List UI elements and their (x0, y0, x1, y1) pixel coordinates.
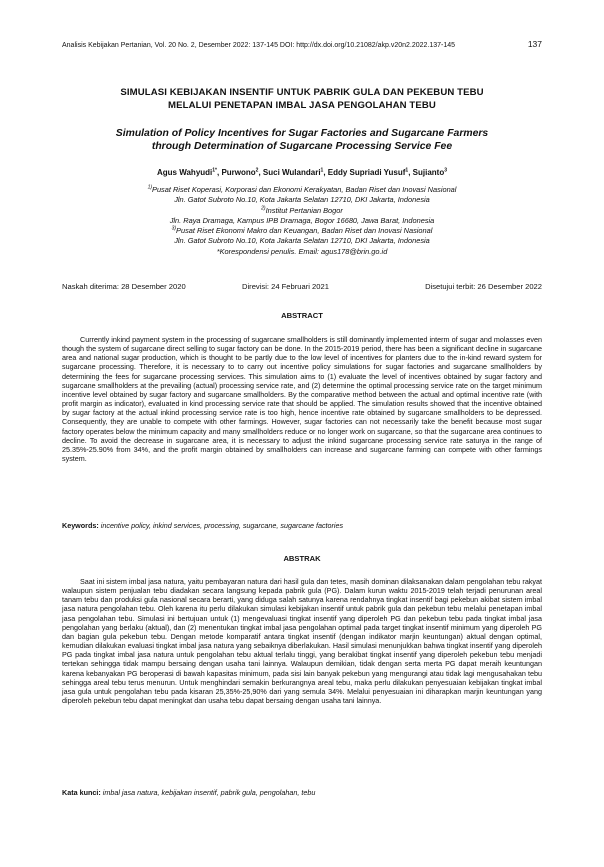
author-1: Agus Wahyudi (157, 168, 213, 177)
date-revised: Direvisi: 24 Februari 2021 (242, 282, 329, 291)
author-5: , Sujianto (408, 168, 445, 177)
kata-kunci-value: imbal jasa natura, kebijakan insentif, pabrik gula, pengolahan, tebu (102, 788, 316, 797)
abstract-heading: ABSTRACT (281, 311, 323, 320)
abstract-indonesian-body: Saat ini sistem imbal jasa natura, yaitu pembayaran natura dari hasil gula dan tetes, masih dominan dilaksanakan dalam pengolahan tebu rakyat walaupun sistem penjualan tebu diadakan secara langsung kepada pabrik gula (PG). Dalam kurun waktu 2015-2019 telah terjadi penurunan areal tanam tebu dan produksi gula nasional secara berarti, yang diduga salah satunya karena rendahnya tingkat insentif bagi pekebun akibat sistem imbal jasa natura pengolahan tebu. Oleh karena itu perlu dilakukan simulasi kebijakan insentif untuk pabrik gula dan pekebun tebu melalui penetapan imbal jasa pengolahan tebu. Simulasi ini bertujuan untuk (1) mengevaluasi tingkat insentif yang diperoleh PG dan pekebun tebu pada tingkat imbal jasa pengolahan yang berlaku (aktual), dan (2) menentukan tingkat imbal jasa pengolahan optimal pada target tingkat insentif minimum yang diperoleh PG dan bagian gula pekebun tebu. Dengan metode komparatif antara tingkat insentif (dengan indikator marjin keuntungan) aktual dengan optimal, kemudian dilakukan evaluasi tingkat imbal jasa natura yang sebaiknya diberlakukan. Hasil simulasi menunjukkan bahwa tingkat insentif yang diperoleh PG pada tingkat imbal jasa natura untuk pengolahan tebu aktual terlalu tinggi, yang berakibat tingkat insentif yang diperoleh pekebun tebu menjadi tertekan sehingga tidak mampu bersaing dengan usaha tani lainnya. Walaupun demikian, tidak dengan serta merta PG dapat meraih keuntungan karena kebanyakan PG beroperasi di bawah kapasitas minimum, pada sisi lain banyak pekebun yang mengurangi atau tidak lagi mengusahakan tebu sehingga areal tebu terus menurun. Untuk menghindari semakin berkurangnya areal tebu, maka perlu dilakukan penyesuaian kebijakan tingkat imbal jasa gula untuk pengolahan tebu pada kisaran 25,35%-25,90% dari yang semula 34%. Melalui penyesuaian ini diharapkan marjin keuntungan yang diperoleh pekebun tebu dapat meningkat dan usaha tebu dapat bersaing dengan usaha tani lainnya. (62, 577, 542, 706)
author-2-marker: 2 (255, 167, 259, 174)
affiliation-1: $^{1)}$Pusat Riset Koperasi, Korporasi dan Ekonomi Kerakyatan, Badan Riset dan Inovasi Nasional (147, 184, 457, 194)
journal-citation-line: Analisis Kebijakan Pertanian, Vol. 20 No. 2, Desember 2022: 137-145 DOI: http://dx.doi.org/10.21082/akp.v20n2.2022.137-145 (62, 42, 456, 49)
title-indonesian-line-1: SIMULASI KEBIJAKAN INSENTIF UNTUK PABRIK GULA DAN PEKEBUN TEBU (120, 87, 484, 98)
author-4-marker: 1 (405, 167, 409, 174)
abstract-english-body: Currently inkind payment system in the processing of sugarcane smallholders is still dominantly implemented interm of sugar and molasses even though the system of sugarcane direct selling to sugar factory can be done. In the 2015-2019 period, there has been a significant decline in sugarcane area and national sugar production, which is thought to be partly due to the low level of incentives for planters due to the in-kind reward system for sugarcane processing. Therefore, it is necessary to to carry out incentive policy simulations for sugar factories and sugarcane smallholders by determining the fees for sugarcane processing services. This simulation aims to (1) evaluate the level of incentives obtained by sugar factory and sugarcane smallholders at the prevailing (actual) processing service rate, and (2) determine the optimal processing service rate on the target minimum incentive level obtained by sugar factory and sugarcane smallholders. By the comparative method between the actual and optimal incentive rate (with profit margin as indicator), evaluated in kind processing service rate that should be applied. The simulation results showed that the incentive obtained by sugar factory at the actual inkind processing service rate is too high, hence incentive rate obtained by sugarcane smallholders to be depressed. Consequently, they are unable to compete with other farmings. However, sugar factories can not necessarily take the benefit because most sugar factory operates below the minimum capacity and many smallholders reduce or no longer work on sugarcane, so that the sugarcane area continues to decline. To avoid the decrease in sugarcane area, it is necessary to adjust the inkind sugarcane processing service rate saturya in the range of 25.35%-25.90% from 34%, and the profit margin obtained by smallholders can increase and sugarcane farming can compete with other farmings system. (62, 335, 542, 464)
date-approved: Disetujui terbit: 26 Desember 2022 (425, 282, 542, 291)
title-indonesian (50, 87, 554, 112)
author-list (50, 168, 554, 178)
author-2: , Purwono (217, 168, 256, 177)
keywords-value: incentive policy, inkind services, processing, sugarcane, sugarcane factories (100, 521, 344, 530)
kata-kunci-label: Kata kunci: (62, 788, 103, 797)
affiliations (60, 185, 544, 257)
page-number: 137 (527, 39, 542, 49)
title-english-line-1: Simulation of Policy Incentives for Sugar Factories and Sugarcane Farmers (115, 128, 489, 139)
affiliation-1-address: Jln. Gatot Subroto No.10, Kota Jakarta Selatan 12710, DKI Jakarta, Indonesia (174, 195, 430, 205)
affiliation-2-address: Jln. Raya Dramaga, Kampus IPB Dramaga, Bogor 16680, Jawa Barat, Indonesia (169, 215, 435, 225)
affiliation-3: $^{3)}$Pusat Riset Ekonomi Makro dan Keuangan, Badan Riset dan Inovasi Nasional (171, 225, 433, 236)
date-received: Naskah diterima: 28 Desember 2020 (62, 282, 186, 291)
author-5-marker: 3 (444, 167, 447, 174)
affiliation-2: $^{2)}$Institut Pertanian Bogor (261, 205, 343, 215)
title-english-line-2: through Determination of Sugarcane Processing Service Fee (151, 141, 453, 152)
keywords-english (62, 521, 542, 530)
manuscript-dates (62, 282, 542, 292)
running-header (62, 41, 542, 50)
corresponding-author-email: *Korespondensi penulis. Email: agus178@brin.go.id (216, 246, 388, 256)
author-1-marker: 1* (212, 167, 217, 174)
title-english (50, 127, 554, 153)
author-3: , Suci Wulandari (258, 168, 321, 177)
author-3-marker: 1 (320, 167, 324, 174)
title-indonesian-line-2: MELALUI PENETAPAN IMBAL JASA PENGOLAHAN TEBU (168, 99, 436, 111)
keywords-indonesian (62, 788, 542, 797)
author-4: , Eddy Supriadi Yusuf (323, 168, 406, 177)
affiliation-3-address: Jln. Gatot Subroto No.10, Kota Jakarta Selatan 12710, DKI Jakarta, Indonesia (174, 236, 430, 246)
abstrak-heading: ABSTRAK (283, 554, 321, 563)
keywords-label: Keywords: (62, 521, 101, 530)
